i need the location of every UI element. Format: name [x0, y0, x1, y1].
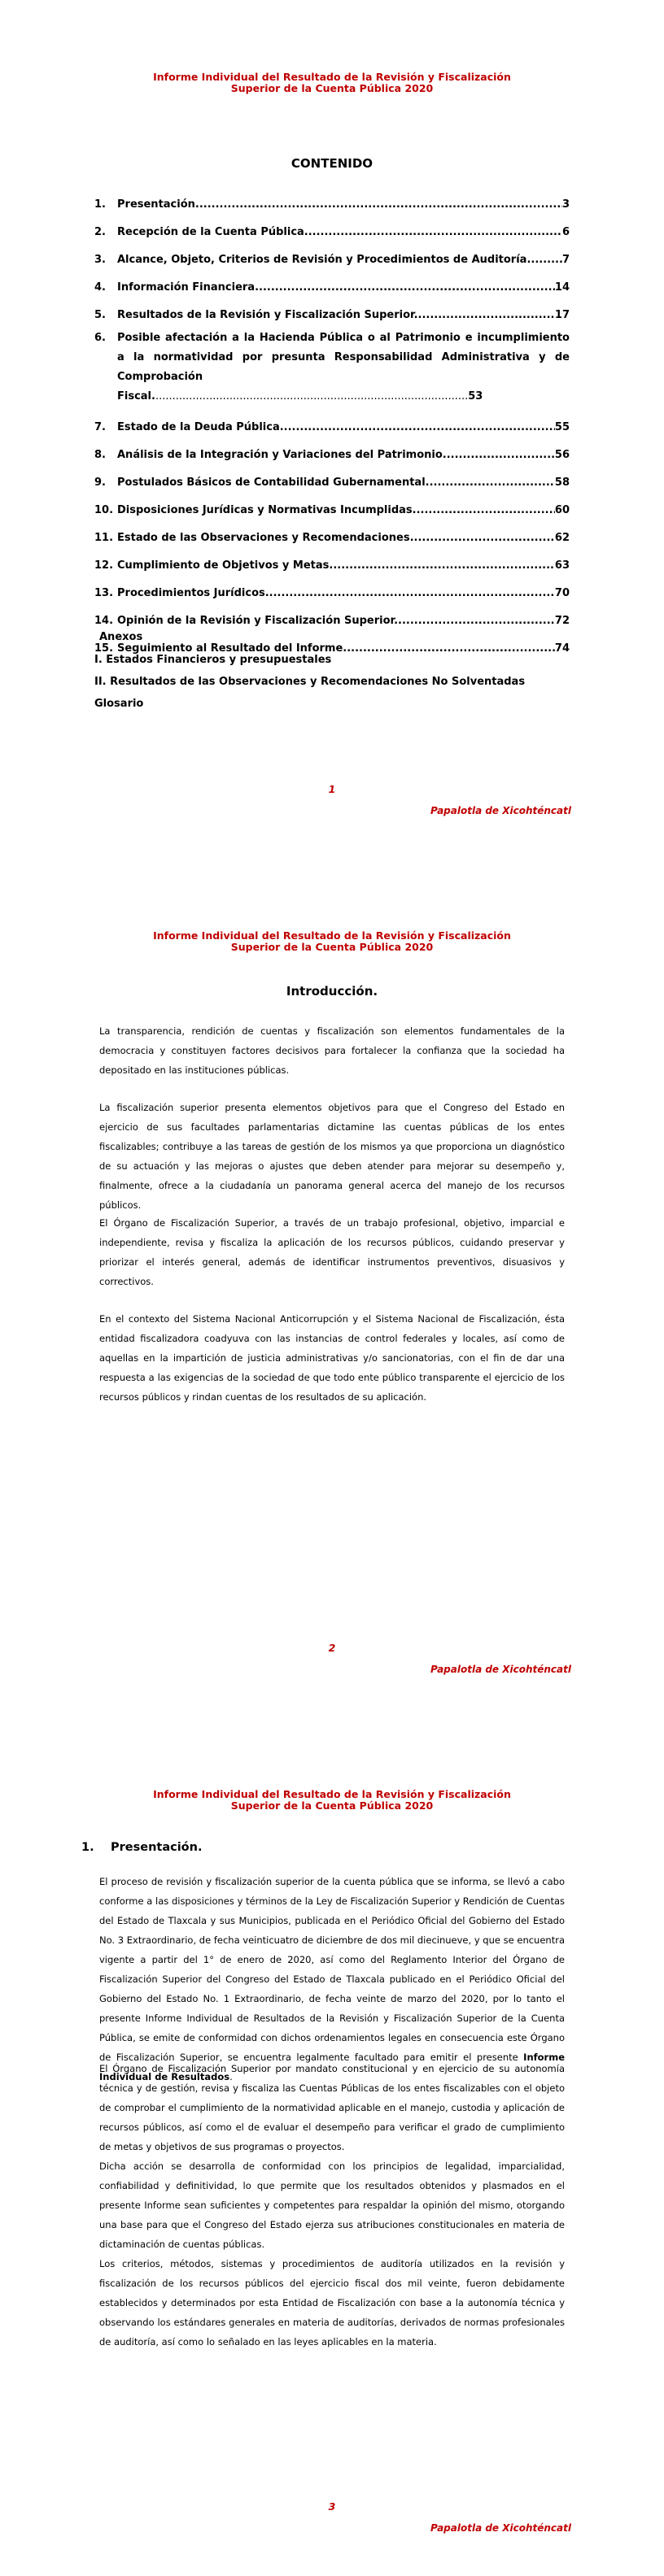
- toc-item-label: Postulados Básicos de Contabilidad Gubernamental.: [117, 476, 430, 489]
- toc-item-6[interactable]: 6. Posible afectación a la Hacienda Pública o al Patrimonio e incumplimiento a la normatividad por presunta Responsabilidad Administrativa y de Comprobación Fiscal..............................................................................................53: [94, 329, 570, 407]
- toc-item-page: 60: [554, 504, 570, 516]
- toc-item-number: 8.: [94, 449, 106, 461]
- paragraph: El Órgano de Fiscalización Superior por mandato constitucional y en ejercicio de su autonomía técnica y de gestión, revisa y fiscaliza las Cuentas Públicas de los entes fiscalizables con el objeto de comprobar el cumplimiento de la normatividad aplicable en el manejo, custodia y aplicación de recursos públicos, así como el de evaluar el desempeño para verificar el grado de cumplimiento de metas y objetivos de sus programas o proyectos.: [99, 2063, 565, 2152]
- page-2: [0, 859, 664, 1717]
- paragraph: La transparencia, rendición de cuentas y fiscalización son elementos fundamentales de la democracia y constituyen factores decisivos para fortalecer la confianza que la sociedad ha depositado en las instituciones públicas.: [99, 1025, 565, 1076]
- toc-item-page: 62: [554, 532, 570, 544]
- toc-item-page: 56: [554, 449, 570, 461]
- toc-item-number: 14.: [94, 615, 114, 627]
- toc-item-number: 11.: [94, 532, 114, 544]
- toc-item-number: 3.: [94, 254, 106, 266]
- toc-item-page: 53: [468, 390, 483, 402]
- header-line-1: Informe Individual del Resultado de la Revisión y Fiscalización: [153, 1788, 511, 1800]
- toc-item-11[interactable]: [94, 517, 570, 545]
- page-number: 1: [328, 783, 336, 795]
- header-line-2: Superior de la Cuenta Pública 2020: [230, 941, 434, 953]
- toc-item-number: 10.: [94, 504, 114, 516]
- toc-item-4[interactable]: [94, 267, 570, 294]
- section-heading: [81, 1841, 202, 1854]
- section-number: 1.: [81, 1841, 94, 1854]
- paragraph: Los criterios, métodos, sistemas y procedimientos de auditoría utilizados en la revisión y fiscalización de los recursos públicos del ejercicio fiscal dos mil veinte, fueron debidamente establecidos y determinados por esta Entidad de Fiscalización con base a la autonomía técnica y observando los estándares generales en materia de auditorías, derivados de normas profesionales de auditoría, así como lo señalado en las leyes aplicables en la materia.: [99, 2258, 565, 2348]
- toc-item-page: 55: [554, 421, 570, 433]
- toc-item-number: 7.: [94, 421, 106, 433]
- toc-item-7[interactable]: [94, 407, 570, 434]
- toc-item-page: 17: [554, 309, 570, 321]
- section-title: Introducción.: [286, 984, 378, 999]
- toc-item-number: 9.: [94, 476, 106, 489]
- toc-item-page: 74: [554, 642, 570, 655]
- toc-item-1[interactable]: [94, 184, 570, 211]
- paragraph: Dicha acción se desarrolla de conformidad con los principios de legalidad, imparcialidad, confiabilidad y definitividad, lo que permite que los resultados obtenidos y plasmados en el presente Informe sean suficientes y competentes para respaldar la opinión del mismo, otorgando una base para que el Congreso del Estado ejerza sus atribuciones constitucionales en materia de dictaminación de cuentas públicas.: [99, 2160, 565, 2250]
- toc-item-number: 15.: [94, 642, 114, 655]
- report-header: [0, 1789, 664, 1812]
- toc-item-number: 4.: [94, 281, 106, 294]
- toc-item-page: 14: [554, 281, 570, 294]
- footer-municipality: Papalotla de Xicohténcatl: [430, 805, 571, 816]
- page-3: [0, 1717, 664, 2576]
- toc-item-8[interactable]: [94, 434, 570, 462]
- toc-item-3[interactable]: [94, 239, 570, 267]
- toc-item-label: Procedimientos Jurídicos.: [117, 587, 269, 599]
- annex-title: Anexos: [99, 631, 143, 643]
- toc-item-number: 5.: [94, 309, 106, 321]
- page-number: 3: [328, 2500, 336, 2513]
- toc-item-page: 3: [561, 198, 570, 211]
- toc-item-label: Estado de la Deuda Pública.: [117, 421, 284, 433]
- annex-item-1: I. Estados Financieros y presupuestales: [94, 654, 332, 666]
- toc-item-page: 6: [561, 226, 570, 238]
- toc-item-number: 1.: [94, 198, 106, 211]
- annex-item-2: II. Resultados de las Observaciones y Recomendaciones No Solventadas: [94, 676, 526, 688]
- report-header: [0, 72, 664, 94]
- toc-item-2[interactable]: [94, 211, 570, 239]
- header-line-2: Superior de la Cuenta Pública 2020: [230, 82, 434, 94]
- toc-item-label: Alcance, Objeto, Criterios de Revisión y Procedimientos de Auditoría: [117, 254, 527, 266]
- toc-item-label: Análisis de la Integración y Variaciones del Patrimonio.: [117, 449, 447, 461]
- header-line-1: Informe Individual del Resultado de la Revisión y Fiscalización: [153, 929, 511, 942]
- page-1: [0, 0, 664, 859]
- header-line-1: Informe Individual del Resultado de la Revisión y Fiscalización: [153, 71, 511, 83]
- toc-item-5[interactable]: [94, 294, 570, 322]
- toc-item-label: Recepción de la Cuenta Pública: [117, 226, 304, 238]
- table-of-contents: [94, 184, 570, 655]
- section-heading-text: Presentación.: [111, 1841, 203, 1854]
- toc-item-label: Resultados de la Revisión y Fiscalización Superior.: [117, 309, 418, 321]
- paragraph: En el contexto del Sistema Nacional Anticorrupción y el Sistema Nacional de Fiscalización, ésta entidad fiscalizadora coadyuva con las instancias de control federales y locales, así como de aquellas en la impartición de justicia administrativas y/o sancionatorias, con el fin de dar una respuesta a las exigencias de la sociedad de que todo ente público transparente el ejercicio de los recursos públicos y rindan cuentas de los resultados de su aplicación.: [99, 1313, 565, 1403]
- toc-item-page: 7: [561, 254, 570, 266]
- toc-item-label: Seguimiento al Resultado del Informe.: [117, 642, 347, 655]
- toc-item-label: Presentación.: [117, 198, 199, 211]
- toc-item-page: 58: [554, 476, 570, 489]
- footer-municipality: Papalotla de Xicohténcatl: [430, 2522, 571, 2534]
- toc-item-number: 13.: [94, 587, 114, 599]
- toc-item-number: 2.: [94, 226, 106, 238]
- paragraph: La fiscalización superior presenta elementos objetivos para que el Congreso del Estado en ejercicio de sus facultades parlamentarias dictamine las cuentas públicas de los entes fiscalizables; contribuye a las tareas de gestión de los mismos ya que proporciona un diagnóstico de su actuación y las mejoras o ajustes que deben atender para mejorar su desempeño y, finalmente, ofrece a la ciudadanía un panorama general acerca del manejo de los recursos públicos.: [99, 1102, 565, 1211]
- paragraph: El proceso de revisión y fiscalización superior de la cuenta pública que se informa, se llevó a cabo conforme a las disposiciones y términos de la Ley de Fiscalización Superior y Rendición de Cuentas del Estado de Tlaxcala y sus Municipios, publicada en el Periódico Oficial del Gobierno del Estado No. 3 Extraordinario, de fecha veinticuatro de diciembre de dos mil diecinueve, y que se encuentra vigente a partir del 1° de enero de 2020, así como del Reglamento Interior del Órgano de Fiscalización Superior del Congreso del Estado de Tlaxcala publicado en el Periódico Oficial del Gobierno del Estado No. 1 Extraordinario, de fecha veinte de marzo del 2020, por lo tanto el presente Informe Individual de Resultados de la Revisión y Fiscalización Superior de la Cuenta Pública, se emite de conformidad con dichos ordenamientos legales en consecuencia este Órgano de Fiscalización Superior, se encuentra legalmente facultado para emitir el presente Informe Individual de Resultados.: [99, 1876, 565, 2082]
- toc-item-page: 72: [554, 615, 570, 627]
- glossary-label: Glosario: [94, 698, 144, 710]
- toc-item-number: 12.: [94, 559, 114, 572]
- paragraph: El Órgano de Fiscalización Superior, a través de un trabajo profesional, objetivo, imparcial e independiente, revisa y fiscaliza la aplicación de los recursos públicos, cuidando preservar y priorizar el interés general, además de identificar instrumentos preventivos, disuasivos y correctivos.: [99, 1217, 565, 1287]
- page-number: 2: [328, 1642, 336, 1654]
- toc-item-9[interactable]: [94, 462, 570, 490]
- footer-municipality: Papalotla de Xicohténcatl: [430, 1664, 571, 1675]
- toc-item-label: Opinión de la Revisión y Fiscalización Superior.: [117, 615, 399, 627]
- toc-item-12[interactable]: [94, 545, 570, 572]
- header-line-2: Superior de la Cuenta Pública 2020: [230, 1799, 434, 1812]
- toc-title: CONTENIDO: [290, 156, 374, 171]
- toc-item-label: Cumplimiento de Objetivos y Metas.: [117, 559, 334, 572]
- toc-item-page: 70: [554, 587, 570, 599]
- toc-item-page: 63: [554, 559, 570, 572]
- bold-emphasis: Informe Individual de Resultados: [99, 2052, 565, 2082]
- toc-item-label: Estado de las Observaciones y Recomendaciones.: [117, 532, 414, 544]
- toc-item-13[interactable]: [94, 572, 570, 600]
- toc-item-label: Información Financiera.: [117, 281, 260, 294]
- toc-item-number: 6.: [94, 332, 106, 344]
- toc-item-label: Disposiciones Jurídicas y Normativas Incumplidas.: [117, 504, 417, 516]
- toc-item-10[interactable]: [94, 490, 570, 517]
- toc-item-14[interactable]: [94, 600, 570, 628]
- toc-item-label: Posible afectación a la Hacienda Pública o al Patrimonio e incumplimiento a la normatividad por presunta Responsabilidad Administrativa y de Comprobación Fiscal.: [117, 332, 570, 402]
- report-header: [0, 930, 664, 953]
